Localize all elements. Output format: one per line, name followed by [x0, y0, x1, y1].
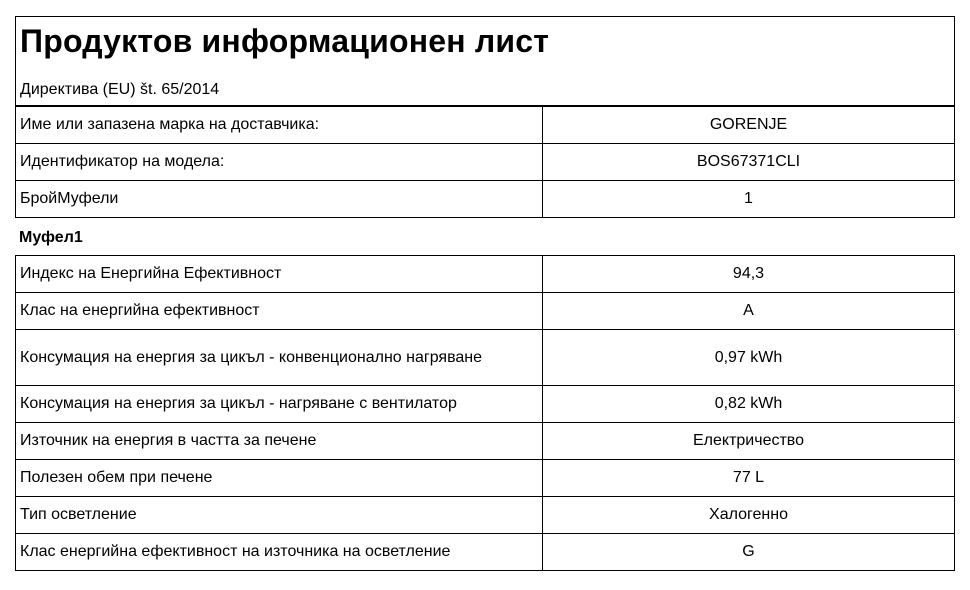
- table-row: [16, 107, 955, 144]
- table-row: [16, 293, 955, 330]
- directive-reference: Директива (EU) št. 65/2014: [20, 81, 220, 98]
- supplier-label: Име или запазена марка на доставчика:: [16, 107, 543, 144]
- energy-class-value: A: [543, 293, 955, 330]
- energy-source-value: Електричество: [543, 423, 955, 460]
- supplier-value: GORENJE: [543, 107, 955, 144]
- model-id-value: BOS67371CLI: [543, 144, 955, 181]
- eei-value: 94,3: [543, 256, 955, 293]
- table-row: [16, 144, 955, 181]
- conventional-consumption-value: 0,97 kWh: [543, 330, 955, 386]
- lighting-type-label: Тип осветление: [16, 497, 543, 534]
- table-row: [16, 460, 955, 497]
- table-row: [16, 181, 955, 218]
- table-row: [16, 534, 955, 571]
- energy-source-label: Източник на енергия в частта за печене: [16, 423, 543, 460]
- model-id-label: Идентификатор на модела:: [16, 144, 543, 181]
- energy-class-label: Клас на енергийна ефективност: [16, 293, 543, 330]
- muffle-info-table: [15, 255, 955, 571]
- product-info-sheet: [15, 16, 955, 571]
- table-row: [16, 386, 955, 423]
- table-row: [16, 256, 955, 293]
- table-row: [16, 423, 955, 460]
- fan-consumption-value: 0,82 kWh: [543, 386, 955, 423]
- lighting-class-label: Клас енергийна ефективност на източника на осветление: [16, 534, 543, 571]
- lighting-class-value: G: [543, 534, 955, 571]
- conventional-consumption-label: Консумация на енергия за цикъл - конвенционално нагряване: [16, 330, 543, 386]
- table-row: [16, 330, 955, 386]
- usable-volume-label: Полезен обем при печене: [16, 460, 543, 497]
- sheet-header: [15, 16, 955, 106]
- page-title: Продуктов информационен лист: [20, 23, 550, 59]
- table-row: [16, 497, 955, 534]
- usable-volume-value: 77 L: [543, 460, 955, 497]
- section-title: Муфел1: [19, 229, 83, 246]
- lighting-type-value: Халогенно: [543, 497, 955, 534]
- fan-consumption-label: Консумация на енергия за цикъл - нагряване с вентилатор: [16, 386, 543, 423]
- cavity-count-value: 1: [543, 181, 955, 218]
- general-info-table: [15, 106, 955, 218]
- cavity-count-label: БройМуфели: [16, 181, 543, 218]
- eei-label: Индекс на Енергийна Ефективност: [16, 256, 543, 293]
